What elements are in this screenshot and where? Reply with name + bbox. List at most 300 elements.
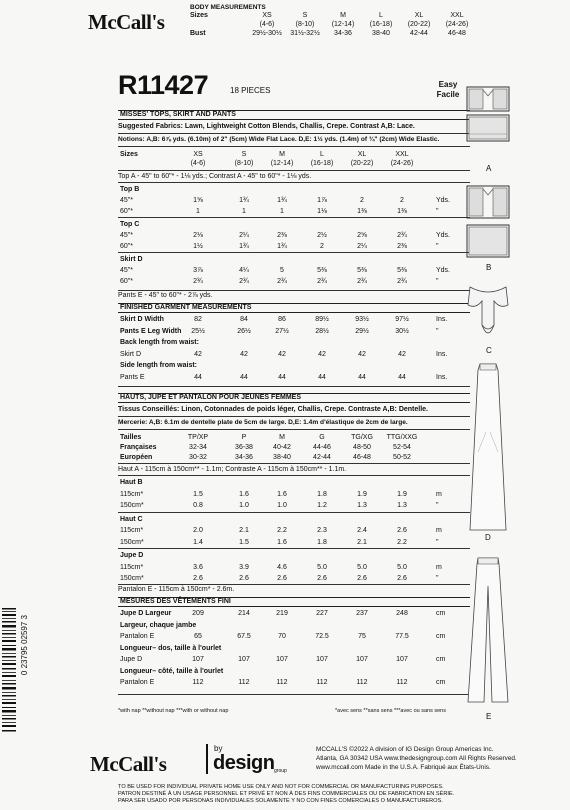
size-header-cell: XS	[193, 151, 203, 158]
row-label: Pants E Leg Width	[120, 327, 182, 335]
row-value: 107	[192, 656, 204, 663]
row-value: 27½	[275, 327, 289, 335]
view-c-label: C	[486, 346, 492, 355]
row-value: 93½	[355, 316, 369, 323]
table-row	[118, 242, 470, 251]
table-row	[118, 515, 470, 524]
table-row	[118, 538, 470, 547]
size-header-cell: 30-32	[189, 454, 207, 461]
row-value: 2⅛	[193, 232, 203, 239]
row-value: 25½	[191, 327, 205, 335]
view-c-icon	[464, 283, 512, 343]
size-header-cell: (24-26)	[390, 160, 414, 167]
row-value: 1.2	[317, 502, 327, 509]
row-value: 2¾	[239, 278, 249, 285]
row-value: 1.3	[357, 502, 367, 509]
size-header-cell: XL	[357, 151, 367, 158]
row-unit: "	[436, 243, 439, 250]
row-label: 60"*	[120, 243, 133, 250]
size-header-cell: 32-34	[189, 444, 207, 451]
row-label: 45"*	[120, 197, 133, 204]
row-value: 248	[396, 610, 408, 617]
table-row	[118, 196, 470, 205]
size-header-row	[118, 159, 470, 168]
row-value: 86	[278, 316, 286, 323]
english-section-title: MISSES' TOPS, SKIRT AND PANTS	[118, 110, 470, 120]
bm-range: (20-22)	[407, 21, 431, 28]
table-row	[118, 667, 470, 676]
row-value: 112	[238, 679, 250, 686]
disclaimer-line: PATRON DESTINÉ À UN USAGE PERSONNEL ET PRIVÉ ET NON À DES FINS COMMERCIALES OU DE FABRICATION EN SÉRIE.	[118, 791, 455, 797]
row-value: 2.6	[193, 575, 203, 582]
row-value: 72.5	[315, 633, 329, 640]
table-row	[118, 350, 470, 359]
row-value: 2.4	[357, 527, 367, 534]
size-header-cell: TP/XP	[187, 434, 209, 441]
row-value: 75	[358, 633, 366, 640]
row-value: 1.8	[317, 490, 327, 498]
row-value: 44	[358, 373, 366, 381]
pants-e-yardage: Pants E - 45" to 60"* - 2⅞ yds.	[118, 292, 213, 299]
row-value: 82	[194, 316, 202, 323]
row-label: Skirt D Width	[120, 316, 164, 323]
size-header-cell: 46-48	[353, 454, 371, 461]
row-value: 2.2	[277, 527, 287, 534]
row-value: 2¼	[357, 243, 367, 250]
row-unit: "	[436, 327, 439, 335]
table-row	[118, 501, 470, 510]
row-value: 2.6	[277, 575, 287, 582]
row-value: 42	[358, 350, 366, 358]
row-label: 45"*	[120, 267, 133, 274]
bm-ranges-row	[190, 20, 570, 29]
bm-size: M	[340, 12, 346, 19]
row-label: 150cm*	[120, 575, 144, 582]
row-label: Back length from waist:	[120, 339, 199, 346]
size-header-cell: 42-44	[313, 454, 331, 461]
table-row	[118, 266, 470, 275]
row-value: 5.0	[317, 563, 327, 571]
pattern-number: R11427	[118, 70, 209, 100]
bm-sizes-row	[190, 11, 570, 20]
bm-size: XXL	[450, 12, 464, 19]
row-unit: Ins.	[436, 350, 448, 358]
row-value: 107	[238, 656, 250, 663]
row-value: 2.6	[317, 575, 327, 582]
bm-size: L	[379, 12, 383, 19]
row-value: 2.3	[317, 527, 327, 534]
divider	[118, 170, 470, 171]
row-value: 1.0	[239, 502, 249, 509]
bm-size: XS	[262, 12, 272, 19]
row-value: 5	[280, 267, 284, 274]
row-value: 2¾	[277, 278, 287, 285]
row-label: Largeur, chaque jambe	[120, 621, 197, 629]
table-row	[118, 632, 470, 641]
logo-divider	[206, 744, 208, 774]
nap-legend-en: *with nap **without nap ***with or without nap	[118, 708, 229, 714]
size-header-cell: 48-50	[353, 444, 371, 451]
row-label: Skirt D	[120, 256, 143, 263]
row-value: 65	[194, 633, 202, 640]
table-row	[118, 621, 470, 630]
bm-range: (4-6)	[259, 21, 275, 28]
row-label: 60"*	[120, 278, 133, 285]
row-label: Haut C	[120, 515, 143, 523]
row-value: 1.4	[193, 538, 203, 546]
size-header-cell: (16-18)	[310, 160, 334, 167]
row-label: 60"*	[120, 208, 133, 215]
bm-bust: 29½-30½	[252, 30, 282, 37]
row-value: 237	[356, 610, 368, 617]
size-header-row	[118, 453, 470, 462]
by-label: by	[214, 744, 223, 753]
row-value: 42	[398, 350, 406, 358]
bm-range: (16-18)	[369, 21, 393, 28]
divider	[118, 290, 470, 291]
row-unit: Yds.	[436, 267, 451, 274]
divider	[118, 512, 470, 513]
divider	[118, 133, 470, 134]
size-header-row	[118, 150, 470, 159]
table-row	[118, 655, 470, 664]
row-value: 227	[316, 610, 328, 617]
table-row	[118, 490, 470, 499]
size-header-cell: 44-46	[313, 444, 331, 451]
row-unit: "	[436, 575, 439, 582]
row-value: 70	[278, 633, 286, 640]
row-value: 1	[196, 208, 200, 215]
view-b-label: B	[486, 263, 492, 272]
row-value: 5⅜	[357, 267, 367, 274]
row-value: 0.8	[193, 502, 203, 509]
bm-bust-label: Bust	[190, 30, 206, 37]
bm-range: (8-10)	[295, 21, 315, 28]
size-header-cell: 52-54	[393, 444, 411, 451]
row-label: Pantalon E	[120, 633, 155, 640]
usage-disclaimer	[118, 784, 558, 805]
row-value: 2.6	[239, 575, 249, 582]
size-header-row	[118, 443, 470, 452]
row-value: 5.0	[397, 563, 407, 571]
row-unit: m	[436, 490, 442, 498]
view-a-icon	[466, 86, 510, 112]
row-value: 5.0	[357, 563, 367, 571]
row-value: 107	[316, 656, 328, 663]
row-value: 1.9	[357, 490, 367, 498]
row-value: 42	[278, 350, 286, 358]
row-value: 1.6	[239, 490, 249, 498]
size-header-cell: 34-36	[235, 454, 253, 461]
divider	[118, 429, 470, 430]
row-label: Haut B	[120, 479, 143, 486]
facile-label: Facile	[436, 90, 460, 99]
easy-label: Easy	[438, 80, 458, 89]
table-row	[118, 338, 470, 347]
table-row	[118, 644, 470, 653]
row-label: Longueur– côté, taille à l'ourlet	[120, 667, 224, 675]
row-value: 42	[240, 350, 248, 358]
divider	[118, 475, 470, 476]
table-row	[118, 207, 470, 216]
row-unit: Yds.	[436, 197, 451, 204]
body-measurements-title: BODY MEASUREMENTS	[190, 4, 266, 11]
row-value: 1⅞	[317, 197, 327, 204]
row-value: 97½	[395, 316, 409, 323]
row-label: 150cm*	[120, 502, 144, 509]
row-value: 1½	[193, 243, 203, 250]
row-label: Skirt D	[120, 350, 141, 358]
row-label: Pants E	[120, 373, 145, 381]
row-value: 3⅞	[193, 267, 203, 274]
bm-bust: 42-44	[410, 30, 428, 37]
row-label: Side length from waist:	[120, 362, 198, 369]
disclaimer-line: TO BE USED FOR INDIVIDUAL PRIVATE HOME USE ONLY AND NOT FOR COMMERCIAL OR MANUFACTURING PURPOSES.	[118, 784, 444, 790]
pantalon-e-metrage: Pantalon E - 115cm à 150cm* - 2.6m.	[118, 586, 235, 593]
nap-legend-fr: *avec sens **sans sens ***avec ou sans sens	[335, 708, 446, 714]
size-header-cell: (12-14)	[270, 160, 294, 167]
size-header-label: Européen	[120, 454, 153, 461]
row-value: 1.3	[397, 502, 407, 509]
row-unit: "	[436, 538, 439, 546]
size-header-row	[118, 433, 470, 442]
row-value: 112	[276, 679, 288, 686]
top-a-yardage: Top A - 45" to 60"* - 1⅛ yds.; Contrast A - 45" to 60"* - 1⅛ yds.	[118, 173, 312, 180]
row-value: 112	[316, 679, 328, 686]
row-value: 3.9	[239, 563, 249, 571]
row-value: 1¾	[277, 197, 287, 204]
row-value: 2¼	[239, 232, 249, 239]
size-header-cell: XXL	[395, 151, 409, 158]
row-value: 84	[240, 316, 248, 323]
row-unit: Ins.	[436, 316, 448, 323]
bm-range: (24-26)	[445, 21, 469, 28]
row-value: 4¼	[239, 267, 249, 274]
row-value: 112	[356, 679, 368, 686]
bm-bust: 38-40	[372, 30, 390, 37]
bm-sizes-label: Sizes	[190, 12, 208, 19]
copyright-line: www.mccall.com Made in the U.S.A. Fabriqué aux États-Unis.	[316, 764, 491, 771]
view-a-back-icon	[466, 114, 510, 142]
row-value: 28½	[315, 327, 329, 335]
size-header-cell: G	[319, 434, 325, 441]
divider	[118, 416, 470, 417]
brand-logo-footer: McCall's	[90, 752, 167, 776]
mercerie: Mercerie: A,B: 6.1m de dentelle plate de 5cm de large. D,E: 1.4m d'élastique de 2cm de large.	[118, 419, 408, 426]
view-b-icon	[466, 185, 510, 219]
table-row	[118, 678, 470, 687]
table-row	[118, 327, 470, 336]
size-header-cell: 50-52	[393, 454, 411, 461]
divider	[118, 694, 470, 695]
row-label: 115cm*	[120, 527, 144, 534]
row-value: 107	[276, 656, 288, 663]
table-row	[118, 277, 470, 286]
difficulty-label	[428, 80, 468, 100]
divider	[118, 386, 470, 387]
row-value: 2	[360, 197, 364, 204]
row-value: 89½	[315, 316, 329, 323]
pieces-count: 18 PIECES	[230, 86, 271, 95]
size-header-label: Françaises	[120, 444, 157, 451]
row-value: 2.2	[397, 538, 407, 546]
size-header-cell: S	[241, 151, 247, 158]
row-unit: m	[436, 527, 442, 534]
row-label: 115cm*	[120, 490, 144, 498]
row-label: Jupe D Largeur	[120, 610, 172, 617]
row-value: 5⅜	[397, 267, 407, 274]
row-value: 1.8	[317, 538, 327, 546]
body-measurements-header	[190, 4, 570, 38]
size-header-cell: 38-40	[273, 454, 291, 461]
row-value: 112	[396, 679, 408, 686]
row-value: 5⅜	[317, 267, 327, 274]
row-value: 2¾	[397, 232, 407, 239]
row-value: 2.6	[357, 575, 367, 582]
row-label: 45"*	[120, 232, 133, 239]
size-header-cell: 36-38	[235, 444, 253, 451]
row-value: 2	[400, 197, 404, 204]
table-row	[118, 315, 470, 324]
row-value: 1¾	[277, 243, 287, 250]
size-header-label: Sizes	[120, 151, 138, 158]
row-label: Pantalon E	[120, 679, 155, 686]
row-value: 1	[242, 208, 246, 215]
divider	[118, 463, 470, 464]
barcode-number: 0 23795 02597 3	[20, 615, 29, 676]
size-header-cell: TG/XG	[351, 434, 373, 441]
row-value: 3.6	[193, 563, 203, 571]
copyright-line: Atlanta, GA 30342 USA www.thedesigngroup.com All Rights Reserved.	[316, 755, 517, 762]
table-row	[118, 574, 470, 583]
row-value: 2.1	[239, 527, 249, 534]
divider	[118, 146, 470, 147]
row-value: 2	[320, 243, 324, 250]
table-row	[118, 563, 470, 572]
row-value: 44	[398, 373, 406, 381]
row-value: 2½	[317, 232, 327, 239]
table-row	[118, 526, 470, 535]
row-value: 2¾	[317, 278, 327, 285]
row-value: 107	[396, 656, 408, 663]
row-value: 44	[194, 373, 202, 381]
row-value: 2¾	[193, 278, 203, 285]
size-header-label: Tailles	[120, 434, 142, 441]
row-value: 1.5	[193, 490, 203, 498]
view-d-label: D	[485, 533, 491, 542]
row-value: 2⅜	[397, 243, 407, 250]
row-label: 115cm*	[120, 563, 144, 571]
view-e-icon	[466, 556, 510, 706]
row-value: 26½	[237, 327, 251, 335]
view-e-label: E	[486, 712, 492, 721]
row-value: 2.1	[357, 538, 367, 546]
row-value: 107	[356, 656, 368, 663]
divider	[118, 182, 470, 183]
row-unit: cm	[436, 656, 446, 663]
size-header-cell: (8-10)	[234, 160, 254, 167]
row-value: 2.0	[193, 527, 203, 534]
size-header-cell: M	[279, 151, 285, 158]
row-value: 1¾	[239, 197, 249, 204]
table-row	[118, 478, 470, 487]
row-label: Top B	[120, 186, 140, 193]
row-value: 1.6	[277, 538, 287, 546]
design-logo: design	[213, 752, 275, 774]
size-header-cell: L	[320, 151, 324, 158]
row-unit: Ins.	[436, 373, 448, 381]
row-value: 1⅛	[317, 208, 327, 215]
size-header-cell: (20-22)	[350, 160, 374, 167]
row-label: Longueur– dos, taille à l'ourlet	[120, 644, 222, 652]
row-value: 209	[192, 610, 204, 617]
divider	[118, 252, 470, 253]
row-value: 44	[318, 373, 326, 381]
row-value: 2.6	[397, 575, 407, 582]
bm-bust: 34-36	[334, 30, 352, 37]
bm-bust: 31½-32½	[290, 30, 320, 37]
row-value: 67.5	[237, 633, 251, 640]
table-row	[118, 255, 470, 264]
size-header-cell: (4-6)	[190, 160, 206, 167]
row-value: 29½	[355, 327, 369, 335]
divider	[118, 217, 470, 218]
row-unit: cm	[436, 679, 446, 686]
size-header-cell: TTG/XXG	[386, 434, 418, 441]
row-value: 42	[318, 350, 326, 358]
row-value: 2¾	[397, 278, 407, 285]
row-label: Jupe D	[120, 656, 143, 663]
row-value: 42	[194, 350, 202, 358]
disclaimer-line: PARA SER USADO POR PERSONAS INDIVIDUALES SOLAMENTE Y NO CON FINES COMERCIALES O MANUFACTUREROS.	[118, 798, 443, 804]
row-value: 1⅝	[193, 197, 203, 204]
row-value: 1.9	[397, 490, 407, 498]
suggested-fabrics: Suggested Fabrics: Lawn, Lightweight Cotton Blends, Challis, Crepe. Contrast A,B: Lace.	[118, 123, 415, 130]
row-unit: Yds.	[436, 232, 451, 239]
row-unit: m	[436, 563, 442, 571]
row-value: 1.5	[239, 538, 249, 546]
row-value: 1¾	[239, 243, 249, 250]
row-value: 1⅜	[357, 208, 367, 215]
view-a-label: A	[486, 164, 492, 173]
table-row	[118, 551, 470, 560]
row-unit: "	[436, 278, 439, 285]
bm-bust-row	[190, 29, 570, 38]
bm-bust: 46-48	[448, 30, 466, 37]
row-label: Jupe D	[120, 552, 144, 559]
mesures-title: MESURES DES VÊTEMENTS FINI	[118, 597, 470, 607]
table-row	[118, 220, 470, 229]
row-value: 1⅜	[397, 208, 407, 215]
row-value: 1	[280, 208, 284, 215]
bm-size: XL	[414, 12, 424, 19]
row-value: 2⅝	[357, 232, 367, 239]
row-value: 1.6	[277, 490, 287, 498]
view-d-icon	[466, 362, 510, 534]
divider	[118, 548, 470, 549]
view-b-back-icon	[466, 224, 510, 258]
french-section-title: HAUTS, JUPE ET PANTALON POUR JEUNES FEMMES	[118, 393, 470, 403]
row-value: 214	[238, 610, 250, 617]
notions: Notions: A,B: 6⅞ yds. (6.10m) of 2" (5cm) Wide Flat Lace. D,E: 1½ yds. (1.4m) of ¾" (2cm) Wide Elastic.	[118, 136, 440, 143]
table-row	[118, 185, 470, 194]
row-value: 44	[278, 373, 286, 381]
row-value: 112	[192, 679, 204, 686]
row-unit: "	[436, 208, 439, 215]
row-value: 219	[276, 610, 288, 617]
table-row	[118, 361, 470, 370]
row-value: 30½	[395, 327, 409, 335]
